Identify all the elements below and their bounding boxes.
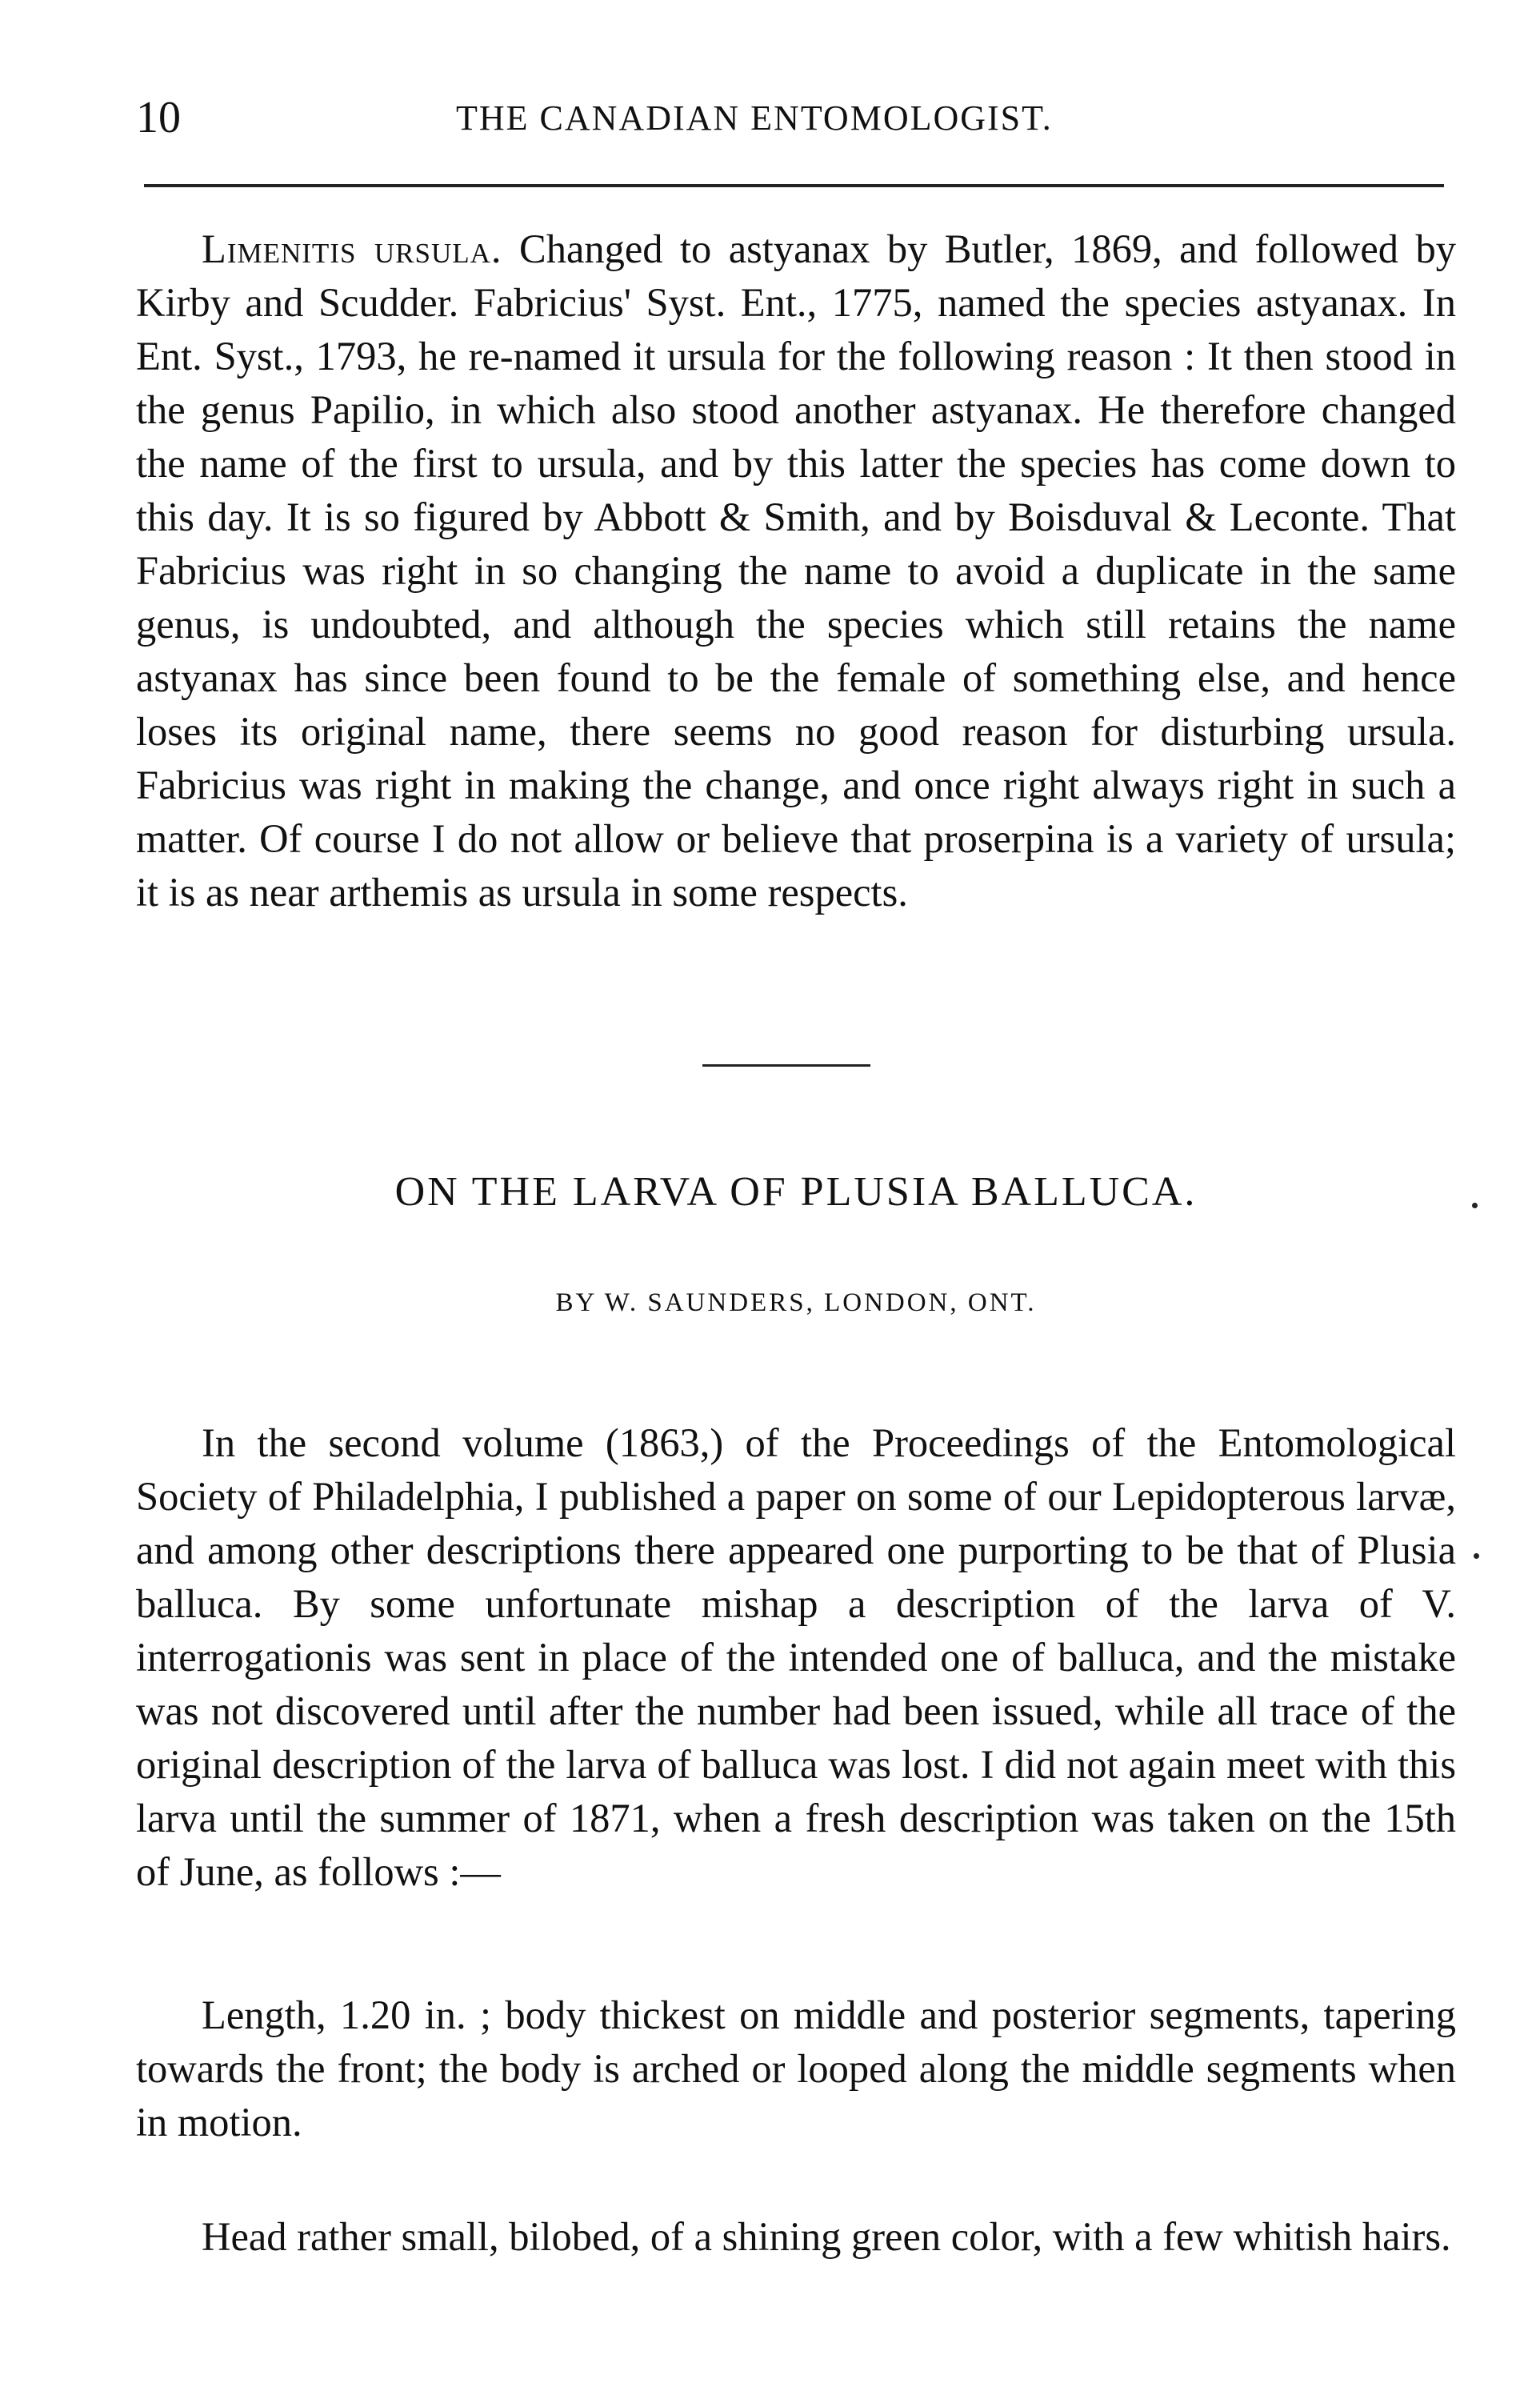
species-lead: Limenitis ursula.	[202, 226, 502, 271]
article-paragraph: In the second volume (1863,) of the Proceedings of the Entomological Society of Philadelphia, I published a paper on some of our Lepidopterous larvæ, and among other descriptions there appeared one purporting to be that of Plusia balluca. By some unfortunate mishap a description of the larva of V. interrogationis was sent in place of the intended one of balluca, and the mistake was not discovered until after the number had been issued, while all trace of the original description of the larva of balluca was lost. I did not again meet with this larva until the summer of 1871, when a fresh description was taken on the 15th of June, as follows :—	[136, 1420, 1456, 1894]
limenitis-note-text: Changed to astyanax by Butler, 1869, and followed by Kirby and Scudder. Fabricius' Syst. Ent., 1775, named the species astyanax. In Ent. Syst., 1793, he re-named it ursula for the following reason : It then stood in the genus Papilio, in which also stood another astyanax. He therefore changed the name of the first to ursula, and by this latter the species has come down to this day. It is so figured by Abbott & Smith, and by Boisduval & Leconte. That Fabricius was right in so changing the name to avoid a duplicate in the same genus, is undoubted, and although the species which still retains the name astyanax has since been found to be the female of something else, and hence loses its original name, there seems no good reason for disturbing ursula. Fabricius was right in making the change, and once right always right in such a matter. Of course I do not allow or believe that proserpina is a variety of ursula; it is as near arthemis as ursula in some respects.	[136, 226, 1457, 915]
article-byline: BY W. SAUNDERS, LONDON, ONT.	[555, 1288, 1037, 1317]
stray-ink-mark	[1474, 1553, 1479, 1559]
article-paragraph: Length, 1.20 in. ; body thickest on middle and posterior segments, tapering towards the front; the body is arched or looped along the middle segments when in motion.	[136, 1992, 1456, 2145]
stray-ink-mark	[1472, 1203, 1478, 1208]
article-title: ON THE LARVA OF PLUSIA BALLUCA.	[394, 1169, 1198, 1215]
journal-title: THE CANADIAN ENTOMOLOGIST.	[456, 98, 1053, 138]
section-separator	[702, 1064, 870, 1067]
page-number: 10	[136, 93, 181, 142]
running-head	[136, 90, 1456, 162]
article-paragraph: Head rather small, bilobed, of a shining green color, with a few whitish hairs.	[202, 2214, 1451, 2259]
header-rule	[144, 184, 1444, 187]
limenitis-note-paragraph	[136, 222, 1456, 919]
